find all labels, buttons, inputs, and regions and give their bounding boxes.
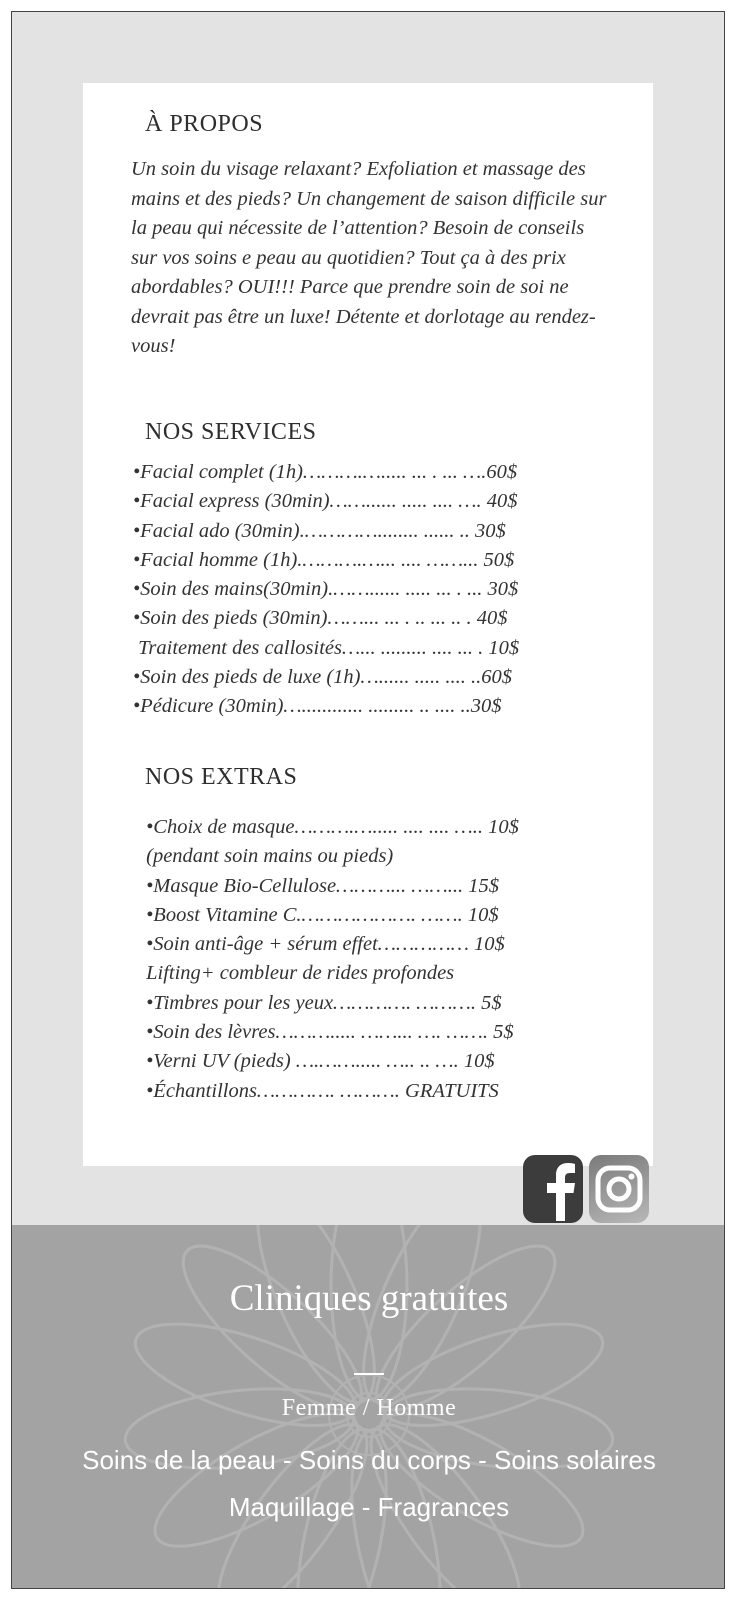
- about-heading: À PROPOS: [145, 111, 264, 137]
- footer-banner: [12, 1225, 725, 1589]
- footer-divider: [354, 1373, 384, 1375]
- extra-item: •Masque Bio-Cellulose………... ……... 15$: [141, 874, 499, 897]
- facebook-link[interactable]: [523, 1155, 583, 1223]
- extra-item: •Boost Vitamine C.………………. ……. 10$: [141, 903, 499, 926]
- footer-services-line1: Soins de la peau - Soins du corps - Soins solaires: [82, 1445, 656, 1475]
- services-list: [133, 458, 519, 722]
- instagram-link[interactable]: [589, 1155, 649, 1223]
- flyer-frame: [11, 11, 725, 1589]
- extra-item: •Soin anti-âge + sérum effet…………… 10$: [141, 933, 505, 956]
- service-item: •Pédicure (30min)…............ ......... .. .... ..30$: [133, 695, 502, 718]
- services-heading: NOS SERVICES: [145, 419, 317, 445]
- service-item: •Facial ado (30min).…………........ ...... .. 30$: [133, 519, 506, 542]
- footer-subtitle: Femme / Homme: [281, 1395, 457, 1421]
- extras-list: [141, 813, 519, 1106]
- about-text: Un soin du visage relaxant? Exfoliation et massage des mains et des pieds? Un changement de saison difficile sur la peau qui nécessite de l’attention? Besoin de conseils sur vos soins e peau au quotidien? Tout ça à des prix abordables? OUI!!! Parce que prendre soin de soi ne devrait pas être un luxe! Détente et dorlotage au rendez-vous!: [131, 158, 607, 357]
- extra-item: Lifting+ combleur de rides profondes: [141, 962, 455, 985]
- facebook-icon: [523, 1155, 583, 1223]
- service-item: •Facial express (30min)……...... ..... .... …. 40$: [133, 490, 518, 513]
- extra-item: •Choix de masque……….…..... .... .... ….. 10$: [141, 816, 519, 838]
- service-item: •Soin des mains(30min).……...... ..... ... . ... 30$: [133, 578, 519, 601]
- service-item: •Facial homme (1h).……….…... .... ……... 50$: [133, 548, 515, 571]
- extra-item: •Soin des lèvres………..... ……... …. ……. 5$: [141, 1021, 514, 1044]
- footer-title: Cliniques gratuites: [229, 1278, 509, 1319]
- service-item: •Soin des pieds de luxe (1h)…...... ..... .... ..60$: [133, 666, 512, 689]
- footer-services-line2: Maquillage - Fragrances: [228, 1492, 510, 1522]
- instagram-icon: [589, 1155, 649, 1223]
- service-item: •Facial complet (1h)……….…..... ... . ... ….60$: [133, 461, 518, 483]
- extra-item: •Verni UV (pieds) ….……..... ….. .. …. 10$: [141, 1050, 495, 1073]
- social-links: [523, 1155, 649, 1223]
- service-item: Traitement des callosités…... ......... .... ... . 10$: [133, 636, 520, 659]
- extras-heading: NOS EXTRAS: [145, 764, 298, 790]
- extra-item: •Échantillons…………. ………. GRATUITS: [141, 1079, 499, 1102]
- extra-item: (pendant soin mains ou pieds): [141, 845, 394, 868]
- info-card: [83, 83, 653, 1166]
- service-item: •Soin des pieds (30min)……... ... . .. ... .. . 40$: [133, 607, 508, 630]
- extra-item: •Timbres pour les yeux…………. ………. 5$: [141, 991, 502, 1014]
